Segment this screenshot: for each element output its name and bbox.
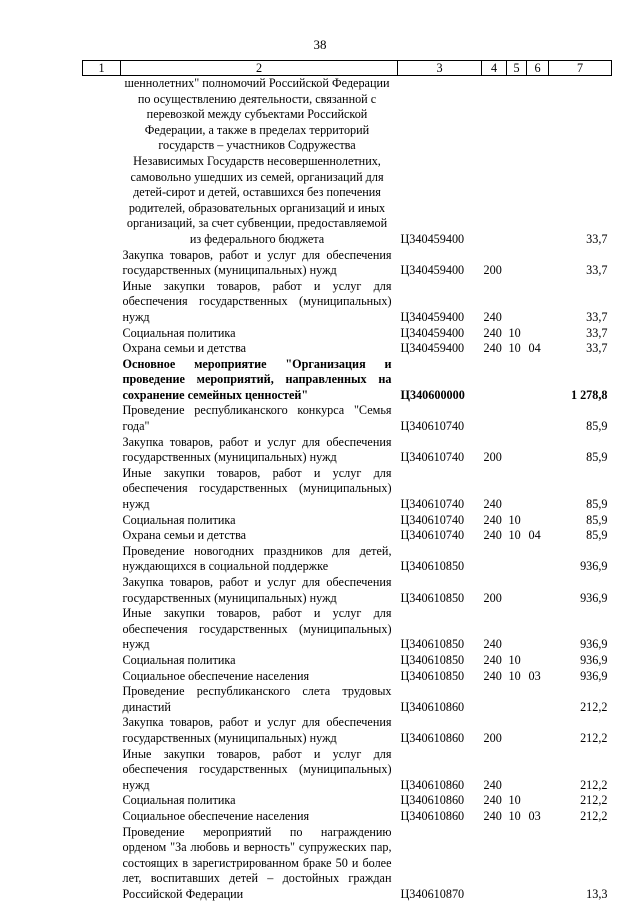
row-col-5: 10 — [508, 793, 521, 808]
row-description: Иные закупки товаров, работ и услуг для обеспечения государственных (муниципальных) нужд — [122, 746, 392, 792]
row-col-4: 200 — [483, 730, 502, 745]
row-description: Охрана семьи и детства — [122, 528, 247, 543]
row-col-4: 240 — [483, 512, 502, 527]
row-code: Ц340459400 — [400, 309, 465, 324]
row-col-5 — [507, 435, 527, 466]
row-col-6 — [527, 653, 549, 669]
row-col-4: 240 — [483, 341, 502, 356]
table-row — [83, 248, 612, 279]
row-col-1 — [83, 809, 121, 825]
row-col-4: 240 — [483, 808, 502, 823]
row-col-1 — [83, 747, 121, 794]
row-col-6 — [527, 76, 549, 248]
row-col-6: 04 — [528, 341, 541, 356]
table-row — [83, 669, 612, 685]
row-amount: 33,7 — [586, 231, 608, 246]
table-row — [83, 466, 612, 513]
row-col-6 — [527, 575, 549, 606]
row-description: Социальная политика — [122, 652, 236, 667]
row-code: Ц340610870 — [400, 886, 465, 901]
table-row — [83, 653, 612, 669]
row-description: Закупка товаров, работ и услуг для обеспечения государственных (муниципальных) нужд — [122, 247, 392, 278]
table-row — [83, 825, 612, 903]
table-row — [83, 793, 612, 809]
row-amount: 212,2 — [580, 793, 608, 808]
row-col-1 — [83, 76, 121, 248]
table-row — [83, 747, 612, 794]
row-amount: 85,9 — [586, 512, 608, 527]
row-col-4: 200 — [483, 590, 502, 605]
row-code: Ц340610860 — [400, 793, 465, 808]
table-row — [83, 76, 612, 248]
row-code: Ц340610850 — [400, 637, 465, 652]
row-code: Ц340600000 — [400, 387, 465, 402]
row-code: Ц340610850 — [400, 652, 465, 667]
row-code: Ц340459400 — [400, 325, 465, 340]
row-description: Социальная политика — [122, 793, 236, 808]
row-code: Ц340610740 — [400, 450, 465, 465]
row-col-5 — [507, 76, 527, 248]
row-col-1 — [83, 669, 121, 685]
row-description: Проведение республиканского слета трудовых династий — [122, 684, 392, 714]
table-row — [83, 326, 612, 342]
row-amount: 33,7 — [586, 341, 608, 356]
row-col-5 — [507, 466, 527, 513]
row-code: Ц340459400 — [400, 341, 465, 356]
table-row — [83, 544, 612, 575]
table-row — [83, 715, 612, 746]
row-col-4: 240 — [483, 637, 502, 652]
row-description: Социальная политика — [122, 512, 236, 527]
row-col-5 — [507, 403, 527, 434]
row-col-5: 10 — [508, 668, 521, 683]
row-col-6 — [527, 825, 549, 903]
row-description: Закупка товаров, работ и услуг для обеспечения государственных (муниципальных) нужд — [122, 715, 392, 745]
row-col-4 — [482, 684, 507, 715]
row-code: Ц340610850 — [400, 590, 465, 605]
row-code: Ц340459400 — [400, 231, 465, 246]
row-col-4 — [482, 544, 507, 575]
row-col-6 — [527, 279, 549, 326]
row-amount: 33,7 — [586, 325, 608, 340]
row-code: Ц340610860 — [400, 777, 465, 792]
row-col-1 — [83, 825, 121, 903]
row-col-4: 200 — [483, 263, 502, 278]
table-row — [83, 341, 612, 357]
row-col-4: 240 — [483, 528, 502, 543]
header-col-1: 1 — [83, 61, 121, 76]
table-row — [83, 528, 612, 544]
row-code: Ц340610850 — [400, 559, 465, 574]
header-col-4: 4 — [482, 61, 507, 76]
row-description: Иные закупки товаров, работ и услуг для обеспечения государственных (муниципальных) нужд — [122, 465, 392, 512]
row-col-5 — [507, 606, 527, 653]
row-col-1 — [83, 715, 121, 746]
row-col-1 — [83, 793, 121, 809]
row-col-6 — [527, 435, 549, 466]
table-row — [83, 279, 612, 326]
row-amount: 936,9 — [580, 668, 608, 683]
row-col-1 — [83, 326, 121, 342]
row-amount: 85,9 — [586, 528, 608, 543]
page-number: 38 — [313, 37, 327, 52]
row-amount: 212,2 — [580, 699, 608, 714]
row-description: шеннолетних" полномочий Российской Федерации по осуществлению деятельности, связанной с перевозкой между субъектами Российской Федерации, а также в пределах территорий государств – участников Содружества Независимых Государств несовершеннолетних, самовольно ушедших из семей, организаций для детей-сирот и детей, оставшихся без попечения родителей, образовательных организаций и иных организаций, за счет субвенции, предоставляемой из федерального бюджета — [124, 76, 390, 246]
row-code: Ц340610740 — [400, 419, 465, 434]
table-header-row — [83, 61, 612, 76]
row-col-6 — [527, 513, 549, 529]
row-col-1 — [83, 528, 121, 544]
row-description: Социальное обеспечение населения — [122, 668, 310, 683]
row-amount: 936,9 — [580, 559, 608, 574]
row-col-1 — [83, 341, 121, 357]
row-amount: 936,9 — [580, 637, 608, 652]
row-col-6 — [527, 357, 549, 404]
row-col-5: 10 — [508, 808, 521, 823]
table-body — [83, 76, 612, 903]
row-col-5 — [507, 825, 527, 903]
row-col-1 — [83, 575, 121, 606]
row-col-1 — [83, 279, 121, 326]
row-amount: 212,2 — [580, 730, 608, 745]
row-col-4: 240 — [483, 497, 502, 512]
row-col-5: 10 — [508, 528, 521, 543]
row-code: Ц340459400 — [400, 263, 465, 278]
row-col-6: 03 — [528, 668, 541, 683]
header-col-3: 3 — [398, 61, 482, 76]
row-amount: 85,9 — [586, 419, 608, 434]
row-col-5 — [507, 544, 527, 575]
row-col-6 — [527, 403, 549, 434]
row-description: Иные закупки товаров, работ и услуг для обеспечения государственных (муниципальных) нужд — [122, 278, 392, 324]
row-amount: 85,9 — [586, 497, 608, 512]
row-col-4 — [482, 357, 507, 404]
table-row — [83, 809, 612, 825]
row-col-1 — [83, 248, 121, 279]
row-code: Ц340610740 — [400, 528, 465, 543]
row-code: Ц340610740 — [400, 497, 465, 512]
row-col-6 — [527, 606, 549, 653]
table-row — [83, 513, 612, 529]
row-amount: 1 278,8 — [570, 387, 608, 402]
row-col-4 — [482, 403, 507, 434]
row-col-5 — [507, 747, 527, 794]
row-col-6 — [527, 466, 549, 513]
row-code: Ц340610860 — [400, 808, 465, 823]
row-col-5: 10 — [508, 512, 521, 527]
row-col-4 — [482, 825, 507, 903]
row-col-6: 03 — [528, 808, 541, 823]
header-col-7: 7 — [549, 61, 612, 76]
row-col-6: 04 — [528, 528, 541, 543]
row-col-5: 10 — [508, 652, 521, 667]
row-col-1 — [83, 435, 121, 466]
table-row — [83, 606, 612, 653]
row-amount: 212,2 — [580, 777, 608, 792]
row-description: Иные закупки товаров, работ и услуг для обеспечения государственных (муниципальных) нужд — [122, 606, 392, 652]
row-col-4: 240 — [483, 652, 502, 667]
row-col-1 — [83, 513, 121, 529]
table-row — [83, 575, 612, 606]
row-amount: 85,9 — [586, 450, 608, 465]
row-amount: 33,7 — [586, 309, 608, 324]
row-col-5: 10 — [508, 325, 521, 340]
table-row — [83, 435, 612, 466]
header-col-5: 5 — [507, 61, 527, 76]
row-col-4 — [482, 76, 507, 248]
row-code: Ц340610740 — [400, 512, 465, 527]
row-code: Ц340610850 — [400, 668, 465, 683]
row-description: Социальная политика — [122, 325, 236, 340]
row-col-4: 240 — [483, 309, 502, 324]
row-col-6 — [527, 793, 549, 809]
budget-table — [82, 60, 612, 902]
row-description: Основное мероприятие "Организация и проведение мероприятий, направленных на сохранение семейных ценностей" — [122, 356, 392, 402]
row-col-6 — [527, 326, 549, 342]
row-col-1 — [83, 684, 121, 715]
header-col-6: 6 — [527, 61, 549, 76]
row-col-4: 200 — [483, 450, 502, 465]
row-col-4: 240 — [483, 668, 502, 683]
row-col-5 — [507, 357, 527, 404]
row-description: Проведение новогодних праздников для детей, нуждающихся в социальной поддержке — [122, 543, 392, 574]
row-code: Ц340610860 — [400, 730, 465, 745]
row-description: Охрана семьи и детства — [122, 341, 247, 356]
row-col-5 — [507, 684, 527, 715]
row-amount: 936,9 — [580, 590, 608, 605]
row-col-1 — [83, 403, 121, 434]
row-col-6 — [527, 747, 549, 794]
row-description: Закупка товаров, работ и услуг для обеспечения государственных (муниципальных) нужд — [122, 434, 392, 465]
table-row — [83, 403, 612, 434]
row-description: Проведение республиканского конкурса "Семья года" — [122, 403, 392, 434]
row-col-4: 240 — [483, 793, 502, 808]
row-col-1 — [83, 653, 121, 669]
row-col-6 — [527, 544, 549, 575]
row-col-1 — [83, 544, 121, 575]
row-col-1 — [83, 357, 121, 404]
row-col-5 — [507, 248, 527, 279]
row-col-1 — [83, 606, 121, 653]
row-amount: 33,7 — [586, 263, 608, 278]
row-amount: 212,2 — [580, 808, 608, 823]
table-row — [83, 357, 612, 404]
row-amount: 13,3 — [586, 886, 608, 901]
row-col-5: 10 — [508, 341, 521, 356]
row-col-5 — [507, 715, 527, 746]
row-col-4: 240 — [483, 325, 502, 340]
row-col-6 — [527, 684, 549, 715]
row-col-5 — [507, 575, 527, 606]
row-col-6 — [527, 715, 549, 746]
row-col-5 — [507, 279, 527, 326]
row-description: Проведение мероприятий по награждению орденом "За любовь и верность" супружеских пар, состоящих в зарегистрированном браке 50 и более лет, воспитавших детей – достойных граждан Российской Федерации — [122, 824, 392, 901]
row-description: Социальное обеспечение населения — [122, 808, 310, 823]
row-col-6 — [527, 248, 549, 279]
table-row — [83, 684, 612, 715]
row-col-1 — [83, 466, 121, 513]
row-col-4: 240 — [483, 777, 502, 792]
row-description: Закупка товаров, работ и услуг для обеспечения государственных (муниципальных) нужд — [122, 575, 392, 605]
header-col-2: 2 — [121, 61, 398, 76]
row-code: Ц340610860 — [400, 699, 465, 714]
row-amount: 936,9 — [580, 652, 608, 667]
